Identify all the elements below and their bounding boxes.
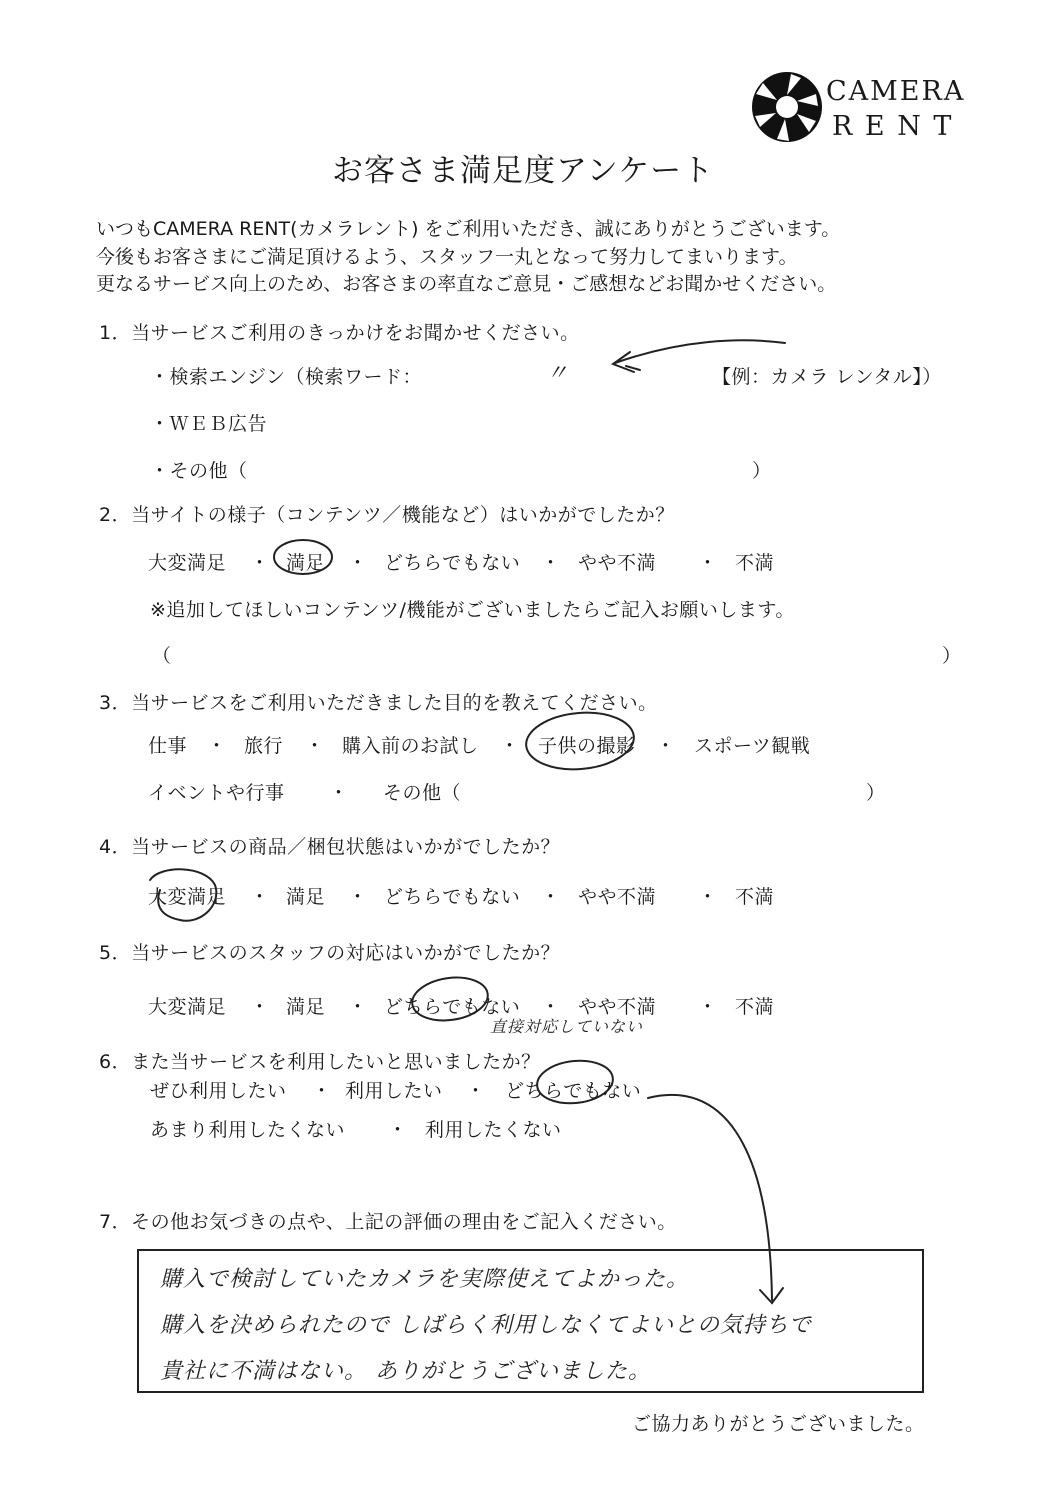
q3-sep: ・ (305, 735, 325, 757)
q1-option-other[interactable]: ・その他（ (150, 460, 248, 482)
q1-option-search-engine[interactable]: ・検索エンジン（検索ワード： (150, 366, 423, 388)
q2-close-paren: ） (942, 645, 962, 667)
comment-line-3: 貴社に不満はない。 ありがとうございました。 (160, 1359, 651, 1384)
comment-line-2: 購入を決められたので しばらく利用しなくてよいとの気持ちで (160, 1313, 812, 1338)
q3-option-trial-before-purchase[interactable]: 購入前のお試し (342, 735, 479, 757)
q4-label: 4．当サービスの商品／梱包状態はいかがでしたか？ (99, 836, 561, 858)
q1-option-web-ad[interactable]: ・ＷＥＢ広告 (150, 413, 268, 435)
q4-sep: ・ (348, 886, 368, 908)
q4-option-satisfied[interactable]: 満足 (286, 886, 326, 908)
q6-sep: ・ (312, 1080, 332, 1102)
q3-option-events[interactable]: イベントや行事 (148, 782, 285, 804)
q3-sep: ・ (207, 735, 227, 757)
q3-option-work[interactable]: 仕事 (148, 735, 188, 757)
q2-option-dissatisfied[interactable]: 不満 (735, 552, 775, 574)
q6-option-yes[interactable]: 利用したい (345, 1080, 443, 1102)
comment-line-1: 購入で検討していたカメラを実際使えてよかった。 (160, 1267, 690, 1292)
q4-sep: ・ (541, 886, 561, 908)
q2-sep: ・ (541, 552, 561, 574)
q5-sep: ・ (250, 996, 270, 1018)
q5-option-very-satisfied[interactable]: 大変満足 (148, 996, 227, 1018)
brand-name-line1: CAMERA (826, 76, 966, 107)
q2-option-satisfied[interactable]: 満足 (286, 552, 326, 574)
q5-sep: ・ (348, 996, 368, 1018)
brand-name-line2: R E N T (832, 111, 954, 142)
q6-option-neutral[interactable]: どちらでもない (505, 1080, 642, 1102)
intro-line-3: 更なるサービス向上のため、お客さまの率直なご意見・ご感想などお聞かせください。 (96, 273, 837, 295)
q4-sep: ・ (250, 886, 270, 908)
q6-option-definitely[interactable]: ぜひ利用したい (150, 1080, 287, 1102)
q4-sep: ・ (698, 886, 718, 908)
q1-example: 【例：カメラ レンタル】） (712, 366, 942, 388)
intro-line-1: いつもCAMERA RENT(カメラレント) をご利用いただき、誠にありがとうございます。 (96, 218, 841, 240)
q3-sep: ・ (656, 735, 676, 757)
q3-sep: ・ (500, 735, 520, 757)
page-title: お客さま満足度アンケート (332, 153, 715, 189)
q5-option-somewhat-dissatisfied[interactable]: やや不満 (578, 996, 657, 1018)
q3-option-other[interactable]: その他（ (383, 782, 462, 804)
q1-other-close: ） (752, 460, 772, 482)
q1-label: 1．当サービスご利用のきっかけをお聞かせください。 (99, 322, 580, 344)
q1-search-answer[interactable]: 〃 (546, 361, 570, 386)
q2-option-somewhat-dissatisfied[interactable]: やや不満 (578, 552, 657, 574)
q2-option-neutral[interactable]: どちらでもない (384, 552, 521, 574)
q5-option-satisfied[interactable]: 満足 (286, 996, 326, 1018)
q2-open-paren: （ (152, 645, 172, 667)
q2-sep: ・ (698, 552, 718, 574)
q6-sep: ・ (388, 1119, 408, 1141)
q3-other-close: ） (866, 782, 886, 804)
q3-label: 3．当サービスをご利用いただきました目的を教えてください。 (99, 692, 658, 714)
q3-sep: ・ (329, 782, 349, 804)
q4-option-neutral[interactable]: どちらでもない (384, 886, 521, 908)
q4-option-dissatisfied[interactable]: 不満 (735, 886, 775, 908)
q3-option-sports-watching[interactable]: スポーツ観戦 (694, 735, 811, 757)
q2-option-very-satisfied[interactable]: 大変満足 (148, 552, 227, 574)
q6-sep: ・ (466, 1080, 486, 1102)
q5-option-dissatisfied[interactable]: 不満 (735, 996, 775, 1018)
q2-sep: ・ (348, 552, 368, 574)
footer-thanks: ご協力ありがとうございました。 (632, 1413, 925, 1435)
q2-note: ※追加してほしいコンテンツ/機能がございましたらご記入お願いします。 (150, 599, 795, 621)
q5-handwritten-note: 直接対応していない (490, 1017, 644, 1036)
q4-option-very-satisfied[interactable]: 大変満足 (148, 886, 227, 908)
q5-sep: ・ (541, 996, 561, 1018)
q2-sep: ・ (250, 552, 270, 574)
intro-line-2: 今後もお客さまにご満足頂けるよう、スタッフ一丸となって努力してまいります。 (96, 246, 798, 268)
q5-sep: ・ (698, 996, 718, 1018)
q6-label: 6．また当サービスを利用したいと思いましたか？ (99, 1051, 541, 1073)
q6-option-no[interactable]: 利用したくない (425, 1119, 562, 1141)
q3-option-travel[interactable]: 旅行 (244, 735, 284, 757)
q3-option-kids-photo[interactable]: 子供の撮影 (538, 735, 636, 757)
q2-label: 2．当サイトの様子（コンテンツ／機能など）はいかがでしたか？ (99, 504, 675, 526)
q6-option-not-really[interactable]: あまり利用したくない (150, 1119, 346, 1141)
q5-label: 5．当サービスのスタッフの対応はいかがでしたか？ (99, 942, 561, 964)
q7-label: 7．その他お気づきの点や、上記の評価の理由をご記入ください。 (99, 1211, 677, 1233)
q4-option-somewhat-dissatisfied[interactable]: やや不満 (578, 886, 657, 908)
q5-option-neutral[interactable]: どちらでもない (384, 996, 521, 1018)
